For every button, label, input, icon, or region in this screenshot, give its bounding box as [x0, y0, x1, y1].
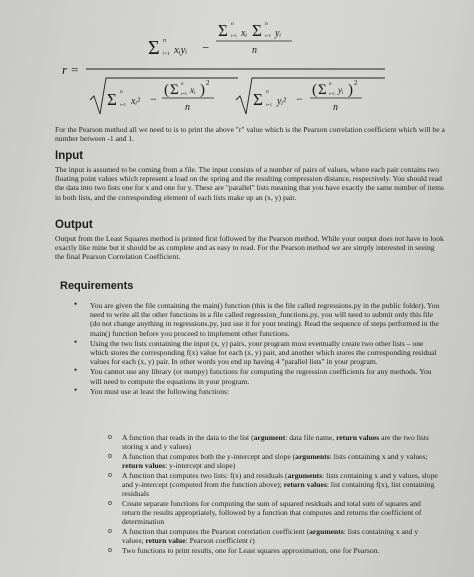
term-y-sq: yᵢ: [338, 85, 344, 95]
list-item: • You cannot use any library (or numpy) functions for computing the regression coefficients for any methods. You will need to compute the equations in your program.: [70, 367, 440, 385]
limit-bottom-6: i=1: [266, 102, 273, 107]
sigma-y-sq: Σ: [318, 82, 327, 98]
limit-bottom-5: i=1: [181, 91, 188, 96]
limit-bottom-2: i=1: [231, 33, 238, 38]
minus-x: −: [150, 92, 157, 106]
limit-top-7: n: [329, 82, 332, 87]
num-n: n: [252, 45, 257, 56]
sigma-x: Σ: [218, 21, 228, 40]
term-y2: yᵢ²: [277, 96, 287, 107]
requirements-list: [70, 301, 440, 397]
paren-close-y: ): [348, 82, 353, 98]
sigma-xy: Σ: [148, 37, 160, 59]
input-paragraph: The input is assumed to be coming from a file. The input consists of a number of pairs of values, where each pair contains two floating point values which represent a load on the spring and the resulting compression distance, respectively. You should read the data into two lists one for x and one for y. These are "parallel" lists meaning that you have exactly the same number of items in both lists, and the corresponding element of each lists make up an (x, y) pair.: [55, 165, 444, 202]
den-n-x: n: [185, 102, 190, 113]
sigma-x2: Σ: [107, 90, 117, 109]
input-heading: Input: [55, 150, 84, 162]
limit-top-3: n: [265, 21, 268, 27]
term-xy: xᵢyᵢ: [174, 44, 188, 56]
exp-x: 2: [206, 79, 210, 87]
term-y: yᵢ: [275, 28, 282, 39]
output-paragraph: Output from the Least Squares method is printed first followed by the Pearson method. While your output does not have to look exactly like mine but it should be as complete and as easy to read. For the Pearson method we are simply interested in seeing the final Pearson Correlation Coefficient.: [55, 234, 444, 262]
sigma-x-sq: Σ: [170, 82, 179, 98]
formula-graphic: [60, 8, 390, 120]
list-item: o Two functions to print results, one for Least squares approximation, one for Pearson.: [110, 546, 440, 555]
limit-top-6: n: [266, 89, 269, 95]
output-heading: Output: [55, 219, 93, 231]
exp-y: 2: [354, 79, 358, 87]
pearson-formula: [60, 8, 390, 120]
minus-y: −: [296, 92, 303, 106]
list-item: o A function that computes both the y-intercept and slope (arguments: lists containing x and y values; return values: y-intercept and slope): [110, 452, 440, 470]
limit-bottom-3: i=1: [265, 33, 272, 38]
limit-bottom-4: i=1: [120, 102, 127, 107]
formula-lhs: r =: [62, 62, 80, 77]
numerator-minus: −: [202, 40, 210, 55]
limit-top: n: [163, 38, 166, 44]
list-item: • Using the two lists containing the input (x, y) pairs, your program must eventually create two other lists – one which stores the corresponding f(x) value for each (x, y) pair, and another which stores the corresponding residual values for each (x, y) pair. In other words you end up having 4 "parallel lists" in your program.: [70, 339, 440, 367]
requirements-heading: Requirements: [60, 280, 134, 292]
list-item: o A function that computes two lists: f(x) and residuals (arguments: lists containing x and y values, slope and y-intercept (computed from the function above); return values: list containing f(x), list containing residuals: [110, 471, 440, 499]
list-item: o Create separate functions for computing the sum of squared residuals and total sum of squares and return the results appropriately, followed by a function that computes and returns the coefficient of determination: [110, 499, 440, 527]
sigma-y: Σ: [252, 21, 262, 40]
limit-top-2: n: [231, 21, 234, 27]
list-item: o A function that computes the Pearson correlation coefficient (arguments: lists containing x and y values; return value: Pearson coefficient r): [110, 527, 440, 545]
paren-close-x: ): [200, 82, 205, 98]
functions-list: [110, 433, 440, 556]
den-n-y: n: [333, 102, 338, 113]
paren-open-x: (: [164, 82, 169, 98]
limit-bottom: i=1: [163, 52, 170, 57]
sigma-y2: Σ: [253, 90, 263, 109]
intro-paragraph: For the Pearson method all we need to is to print the above "r" value which is the Pearson correlation coefficient which will be a number between -1 and 1.: [55, 125, 445, 144]
list-item: o A function that reads in the data to the list (argument: data file name, return values are the two lists storing x and y values): [110, 433, 440, 451]
term-x-sq: xᵢ: [190, 85, 196, 95]
term-x2: xᵢ²: [131, 96, 141, 107]
limit-bottom-7: i=1: [329, 91, 336, 96]
list-item: • You are given the file containing the main() function (this is the file called regressions.py in the public folder). You need to write all the other functions in a file called regression_functions.py, you will need to submit only this file (do not change anything in regressions.py, just use it for your testing). Read the sequence of steps performed in the main() function before you proceed to implement other functions.: [70, 301, 440, 338]
limit-top-4: n: [120, 89, 123, 95]
term-x: xᵢ: [241, 28, 248, 39]
paren-open-y: (: [312, 82, 317, 98]
limit-top-5: n: [181, 82, 184, 87]
list-item: • You must use at least the following functions:: [70, 387, 440, 396]
